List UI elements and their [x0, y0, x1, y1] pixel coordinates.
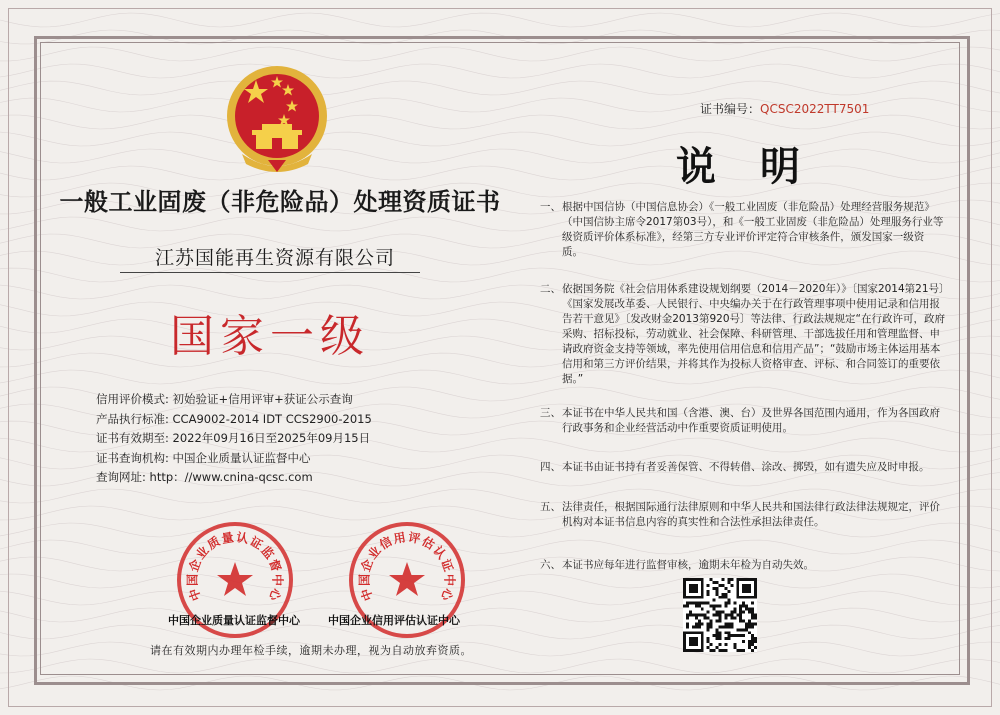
qr-module: [727, 614, 730, 617]
seal-char: 质: [205, 534, 223, 553]
qr-finder: [689, 637, 698, 646]
qr-module: [733, 602, 736, 605]
qr-module: [727, 622, 730, 625]
clause-text: 依据国务院《社会信用体系建设规划纲要（2014－2020年）》〔国家2014第21号〕《国家发展改革委、人民银行、中央编办关于在行政管理事项中使用记录和信用报告若干意见》〔发改财金2013第920号〕等法律、行政法规规定“在行政许可，政府采购、招标投标，劳动就业、社会保障、科研管理、干部选拔任用和管理监督、申请政府资金支持等领域，率先使用信用信息和信用产品”；“鼓励市场主体运用基本信用和第三方评价结果，并将其作为投标人资格审查、评标、和合同签订的重要依据。”: [562, 283, 945, 385]
qr-module: [719, 616, 722, 619]
issuing-org-quality: 中国企业质量认证监督中心: [168, 614, 300, 627]
qr-module: [742, 605, 745, 608]
qr-module: [739, 649, 742, 652]
qr-module: [727, 578, 730, 581]
info-value: 中国企业质量认证监督中心: [172, 450, 311, 465]
qr-module: [730, 578, 733, 581]
qr-module: [719, 634, 722, 637]
qr-module: [727, 602, 730, 605]
qr-module: [716, 593, 719, 596]
qr-module: [745, 625, 748, 628]
qr-module: [736, 614, 739, 617]
qr-module: [707, 625, 710, 628]
qr-module: [689, 611, 692, 614]
company-underline: [120, 272, 420, 273]
qr-module: [733, 616, 736, 619]
qr-module: [748, 640, 751, 643]
qr-module: [713, 614, 716, 617]
qr-module: [701, 608, 704, 611]
clause-number: 二、: [540, 283, 561, 295]
seal-char: 企: [186, 557, 204, 574]
qr-module: [704, 602, 707, 605]
explanation-title: 说明: [676, 143, 844, 190]
qr-module: [719, 637, 722, 640]
qr-module: [707, 584, 710, 587]
qr-module: [698, 622, 701, 625]
qr-module: [701, 622, 704, 625]
info-value: http：//www.cnina-qcsc.com: [149, 470, 313, 484]
cert-no-value: QCSC2022TT7501: [760, 102, 870, 116]
qr-module: [686, 625, 689, 628]
info-label: 产品执行标准:: [96, 411, 169, 426]
qr-module: [739, 634, 742, 637]
qr-module: [719, 584, 722, 587]
qr-module: [683, 605, 686, 608]
qr-module: [721, 578, 724, 581]
qr-module: [695, 622, 698, 625]
seal-char: 证: [438, 557, 456, 574]
seal-char: 企: [358, 557, 376, 574]
qr-module: [748, 619, 751, 622]
certificate-title: 一般工业固废（非危险品）处理资质证书: [59, 187, 501, 216]
seal-char: 监: [258, 543, 277, 562]
seal-char: 认: [430, 543, 449, 562]
qr-module: [742, 649, 745, 652]
qr-module: [748, 611, 751, 614]
qr-module: [713, 634, 716, 637]
qr-module: [733, 646, 736, 649]
info-value: CCA9002-2014 IDT CCS2900-2015: [172, 411, 372, 426]
qr-module: [707, 590, 710, 593]
qr-module: [742, 619, 745, 622]
info-block: [96, 390, 372, 488]
qr-module: [692, 614, 695, 617]
qr-module: [748, 643, 751, 646]
info-label: 信用评价模式:: [96, 392, 169, 406]
qr-module: [730, 611, 733, 614]
qr-code-icon[interactable]: [683, 578, 757, 652]
seal-char: 中: [186, 586, 204, 603]
qr-module: [724, 614, 727, 617]
qr-module: [751, 608, 754, 611]
seal-char: 用: [392, 530, 407, 547]
qr-module: [707, 646, 710, 649]
qr-module: [707, 616, 710, 619]
qr-module: [730, 614, 733, 617]
qr-finder: [742, 584, 751, 593]
qr-module: [692, 625, 695, 628]
qr-module: [701, 602, 704, 605]
qr-module: [730, 616, 733, 619]
qr-module: [719, 631, 722, 634]
qr-module: [733, 634, 736, 637]
clause-2: [540, 282, 945, 387]
qr-module: [707, 628, 710, 631]
seal-char: 国: [357, 573, 372, 587]
qr-module: [733, 643, 736, 646]
seal-char: 业: [193, 543, 212, 562]
qr-module: [710, 619, 713, 622]
qr-module: [716, 628, 719, 631]
certificate-number: [700, 100, 869, 117]
clause-number: 五、: [540, 501, 561, 513]
qr-module: [692, 602, 695, 605]
qr-module: [713, 605, 716, 608]
qr-module: [698, 625, 701, 628]
clause-1: [540, 200, 945, 260]
qr-module: [716, 611, 719, 614]
qr-module: [701, 614, 704, 617]
qr-module: [724, 625, 727, 628]
qr-module: [739, 619, 742, 622]
clause-text: 根据中国信协（中国信息协会）《一般工业固废（非危险品）处理经营服务规范》（中国信协主席令2017第03号），和《一般工业固废（非危险品）处理服务行业等级资质评价体系标准》，经第三方专业评价评定符合审核条件，颁发国家一级资质。: [562, 201, 944, 258]
seal-char: 督: [266, 557, 284, 574]
qr-module: [751, 643, 754, 646]
qr-module: [686, 602, 689, 605]
qr-module: [745, 605, 748, 608]
seal-char: 量: [220, 530, 235, 547]
qr-module: [716, 581, 719, 584]
qr-module: [739, 611, 742, 614]
qr-module: [698, 614, 701, 617]
qr-module: [707, 593, 710, 596]
clause-number: 四、: [540, 461, 561, 473]
qr-module: [742, 634, 745, 637]
qr-module: [751, 634, 754, 637]
qr-module: [748, 608, 751, 611]
info-row-mode: [96, 390, 372, 410]
qr-module: [748, 646, 751, 649]
qr-module: [724, 643, 727, 646]
grade-level: 国家一级: [170, 311, 370, 362]
qr-module: [751, 611, 754, 614]
qr-module: [742, 628, 745, 631]
qr-module: [724, 631, 727, 634]
qr-module: [751, 622, 754, 625]
qr-module: [721, 593, 724, 596]
seal-char: 心: [438, 586, 456, 603]
qr-module: [686, 616, 689, 619]
qr-module: [707, 611, 710, 614]
qr-module: [707, 602, 710, 605]
qr-module: [695, 616, 698, 619]
qr-module: [733, 611, 736, 614]
national-emblem-icon: [222, 60, 332, 180]
qr-module: [716, 634, 719, 637]
qr-module: [716, 590, 719, 593]
qr-module: [751, 649, 754, 652]
qr-module: [754, 622, 757, 625]
qr-module: [745, 628, 748, 631]
qr-module: [754, 616, 757, 619]
qr-module: [724, 605, 727, 608]
qr-module: [742, 602, 745, 605]
qr-module: [719, 643, 722, 646]
qr-module: [719, 619, 722, 622]
info-row-website: [96, 468, 372, 488]
qr-module: [686, 622, 689, 625]
info-label: 证书有效期至:: [96, 431, 169, 445]
seal-char: 国: [185, 573, 200, 587]
qr-module: [730, 584, 733, 587]
qr-module: [751, 640, 754, 643]
qr-module: [686, 605, 689, 608]
clause-5: [540, 500, 945, 530]
qr-module: [736, 634, 739, 637]
qr-module: [751, 602, 754, 605]
qr-module: [707, 640, 710, 643]
qr-module: [727, 625, 730, 628]
seal-char: 心: [266, 586, 284, 603]
qr-module: [748, 622, 751, 625]
company-name: 江苏国能再生资源有限公司: [154, 247, 395, 269]
qr-finder: [689, 584, 698, 593]
clause-3: [540, 406, 945, 436]
qr-module: [727, 634, 730, 637]
issuing-org-credit: 中国企业信用评估认证中心: [328, 614, 460, 627]
qr-module: [713, 599, 716, 602]
qr-module: [710, 643, 713, 646]
qr-module: [689, 602, 692, 605]
qr-module: [724, 649, 727, 652]
qr-module: [727, 581, 730, 584]
seal-char: 中: [442, 573, 457, 587]
qr-module: [736, 649, 739, 652]
qr-module: [695, 625, 698, 628]
qr-module: [716, 646, 719, 649]
info-label: 查询网址:: [96, 470, 146, 484]
seal-char: 中: [358, 586, 376, 603]
qr-module: [733, 608, 736, 611]
info-value: 初始验证+信用评审+获证公示查询: [172, 392, 353, 406]
qr-module: [739, 608, 742, 611]
qr-module: [727, 599, 730, 602]
qr-module: [748, 625, 751, 628]
info-value: 2022年09月16日至2025年09月15日: [172, 431, 371, 445]
clause-6: [540, 558, 945, 573]
qr-module: [751, 614, 754, 617]
qr-module: [719, 605, 722, 608]
qr-module: [710, 578, 713, 581]
qr-module: [751, 625, 754, 628]
qr-module: [719, 614, 722, 617]
qr-module: [716, 587, 719, 590]
qr-module: [716, 637, 719, 640]
qr-module: [727, 590, 730, 593]
qr-module: [695, 602, 698, 605]
qr-module: [713, 608, 716, 611]
qr-module: [724, 637, 727, 640]
qr-module: [742, 640, 745, 643]
info-label: 证书查询机构:: [96, 450, 169, 465]
qr-module: [704, 616, 707, 619]
seal-char: 信: [377, 534, 395, 553]
qr-module: [698, 605, 701, 608]
qr-module: [724, 602, 727, 605]
qr-module: [724, 616, 727, 619]
qr-module: [721, 584, 724, 587]
qr-module: [719, 596, 722, 599]
qr-module: [695, 605, 698, 608]
qr-module: [698, 619, 701, 622]
qr-module: [707, 622, 710, 625]
qr-module: [686, 614, 689, 617]
qr-module: [745, 608, 748, 611]
qr-module: [721, 596, 724, 599]
qr-module: [719, 611, 722, 614]
qr-module: [710, 622, 713, 625]
qr-module: [751, 637, 754, 640]
clause-number: 一、: [540, 201, 561, 213]
qr-module: [721, 611, 724, 614]
qr-module: [704, 614, 707, 617]
qr-module: [698, 602, 701, 605]
qr-module: [710, 649, 713, 652]
qr-module: [730, 634, 733, 637]
clause-text: 本证书在中华人民共和国（含港、澳、台）及世界各国范围内通用，作为各国政府行政事务和企业经营活动中作重要资质证明使用。: [562, 407, 940, 434]
qr-module: [724, 622, 727, 625]
qr-module: [751, 616, 754, 619]
qr-module: [754, 637, 757, 640]
seal-char: 证: [247, 534, 265, 553]
cert-no-label: 证书编号：: [700, 102, 761, 116]
seal-char: 中: [270, 573, 285, 587]
qr-module: [724, 587, 727, 590]
qr-module: [724, 596, 727, 599]
qr-module: [710, 605, 713, 608]
qr-module: [716, 605, 719, 608]
qr-module: [695, 614, 698, 617]
footer-note: 请在有效期内办理年检手续，逾期未办理，视为自动放弃资质。: [150, 644, 472, 657]
qr-module: [721, 649, 724, 652]
qr-module: [739, 628, 742, 631]
qr-module: [721, 625, 724, 628]
qr-module: [716, 631, 719, 634]
qr-module: [710, 625, 713, 628]
seal-char: 业: [365, 543, 384, 562]
qr-module: [719, 625, 722, 628]
qr-module: [713, 649, 716, 652]
seal-char: 评: [407, 530, 422, 547]
qr-module: [736, 628, 739, 631]
qr-module: [739, 616, 742, 619]
qr-module: [730, 622, 733, 625]
qr-module: [739, 614, 742, 617]
qr-module: [707, 637, 710, 640]
qr-module: [754, 614, 757, 617]
qr-module: [739, 605, 742, 608]
info-row-standard: [96, 410, 372, 430]
clause-number: 六、: [540, 559, 561, 571]
qr-module: [730, 625, 733, 628]
qr-module: [716, 619, 719, 622]
clause-number: 三、: [540, 407, 561, 419]
seal-char: 估: [419, 534, 437, 553]
qr-module: [689, 614, 692, 617]
qr-module: [754, 646, 757, 649]
qr-module: [716, 614, 719, 617]
qr-module: [727, 637, 730, 640]
qr-module: [713, 581, 716, 584]
qr-module: [742, 611, 745, 614]
qr-module: [719, 649, 722, 652]
info-row-agency: [96, 449, 372, 469]
qr-module: [745, 622, 748, 625]
qr-module: [727, 631, 730, 634]
qr-module: [713, 587, 716, 590]
info-row-validity: [96, 429, 372, 449]
clause-text: 本证书由证书持有者妥善保管、不得转借、涂改、掷毁，如有遗失应及时申报。: [562, 461, 930, 473]
qr-module: [724, 593, 727, 596]
clause-text: 本证书应每年进行监督审核，逾期未年检为自动失效。: [562, 559, 814, 571]
seal-char: 认: [235, 530, 250, 547]
clause-text: 法律责任，根据国际通行法律原则和中华人民共和国法律行政法律法规规定，评价机构对本证书信息内容的真实性和合法性承担法律责任。: [562, 501, 940, 528]
clause-4: [540, 460, 945, 475]
qr-module: [748, 631, 751, 634]
qr-module: [754, 640, 757, 643]
